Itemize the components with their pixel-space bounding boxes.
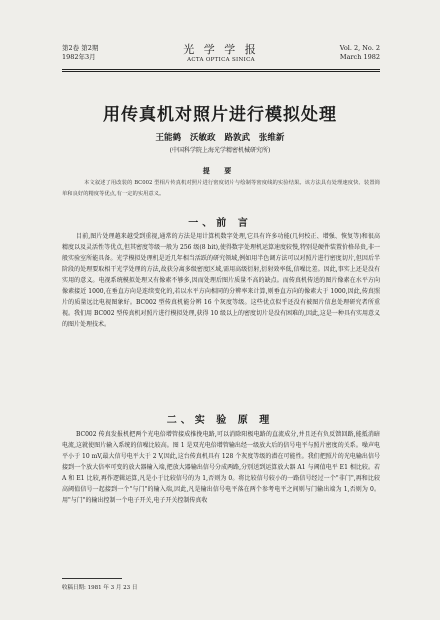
footnote-received-date: 收稿日期: 1981 年 3 月 23 日 [62, 585, 138, 591]
journal-name-en: ACTA OPTICA SINICA [187, 57, 255, 63]
journal-name-zh: 光 学 学 报 [183, 43, 259, 56]
section-1-body [62, 231, 380, 330]
volume-zh: 第2卷 第2期 [62, 44, 99, 52]
section-1-heading: 一、前 言 [188, 218, 252, 229]
section-1-paragraph: 目前,图片处理越来越受到重视,通常的方法是用计算机数字处理,它具有许多功能(几何校正、增强、恢复等)和很高精度以及灵活性等优点,但其密度等级一般为 256 级(8 bit),使得数字处理机运算速度较慢,特别是硬件装置价格昂贵,非一般实验室所能具备。光学模拟处理机是近几年相当活跃的研究领域,例如用半色调方法可以对照片进行密度切片,但因后半阶段的处理要取相干光学处理的方法,故获分离多级密度区域,需用高级衍射,衍射效率低,信噪比差。因此,事实上还是没有实用的意义。电视系统模拟处理又有像素不够多,因而处理后图片质量不高的缺点。而传真机传送的图片像素在水平方向像素接近 1000,在垂直方向是连续变化的,若以水平方向相同的分辨率来计算,则垂直方向的像素大于 1000,因此,传真照片的质量远比电视图象好。BC002 型传真机能分辨 16 个灰度等级。这些优点似乎还没有被图片信息处理研究者所重视。我们用 BC002 型传真机对照片进行模拟处理,获得 10 级以上的密度切片是没有困难的,因此,这是一种具有实用意义的图片处理技术。 [62, 233, 380, 328]
abstract-text: 本文叙述了用改装的 BC002 型相片传真机对照片进行密度切片与绘制等密度线的实验结果。该方法具有处理速度快、装置简单和良好的精度等优点,有一定的实用意义。 [62, 180, 380, 197]
volume-en: Vol. 2, No. 2 [339, 44, 380, 52]
paper-affiliation: (中国科学院上海光学精密机械研究所) [169, 147, 271, 154]
date-en: March 1982 [339, 53, 380, 61]
section-2-body [62, 429, 380, 506]
header-center [62, 44, 380, 64]
paper-title: 用传真机对照片进行模拟处理 [103, 105, 337, 125]
abstract-heading: 提 要 [202, 166, 238, 175]
footnote-rule [62, 578, 122, 579]
section-2-paragraph: BC002 传真发报机把两个光电倍增管接成推挽电路,可以消除阳极电路的直流成分,并且还有负反馈回路,能抵消暗电流,这就使图片输入系统的信噪比较高。图 1 是双光电倍增管输出经一级放大后的信号电平与照片密度的关系。噪声电平小于 10 mV,最大信号电平大于 2 V,因此,这台传真机具有 128 个灰度等级的潜在可能性。我们把照片的光电输出信号接到一个放大倍率可变的放大器输入端,把放大器输出信号分成两路,分别送到运算放大器 A1 与阈值电平 E1 相比较。若 A 和 E1 比较,再作逻辑运算,凡是小于比较信号的为 1,否则为 0。将比较信号较小的一路信号经过一个"非门",再和比较高阈值信号一起接到一个"与门"的输入端,因此,凡是输出信号电平落在两个参考电平之间则与门输出端为 1,否则为 0。用"与门"的输出控制一个电子开关,电子开关控制传真收 [62, 431, 380, 504]
header-rule-bottom [62, 71, 380, 72]
header-right [340, 44, 380, 62]
date-zh: 1982年3月 [62, 53, 96, 61]
section-2-heading: 二、实 验 原 理 [166, 415, 274, 426]
paper-authors: 王能鹤 沃敏政 路敦武 张维新 [155, 133, 285, 143]
journal-header [62, 44, 380, 68]
header-rule-top [62, 69, 380, 70]
